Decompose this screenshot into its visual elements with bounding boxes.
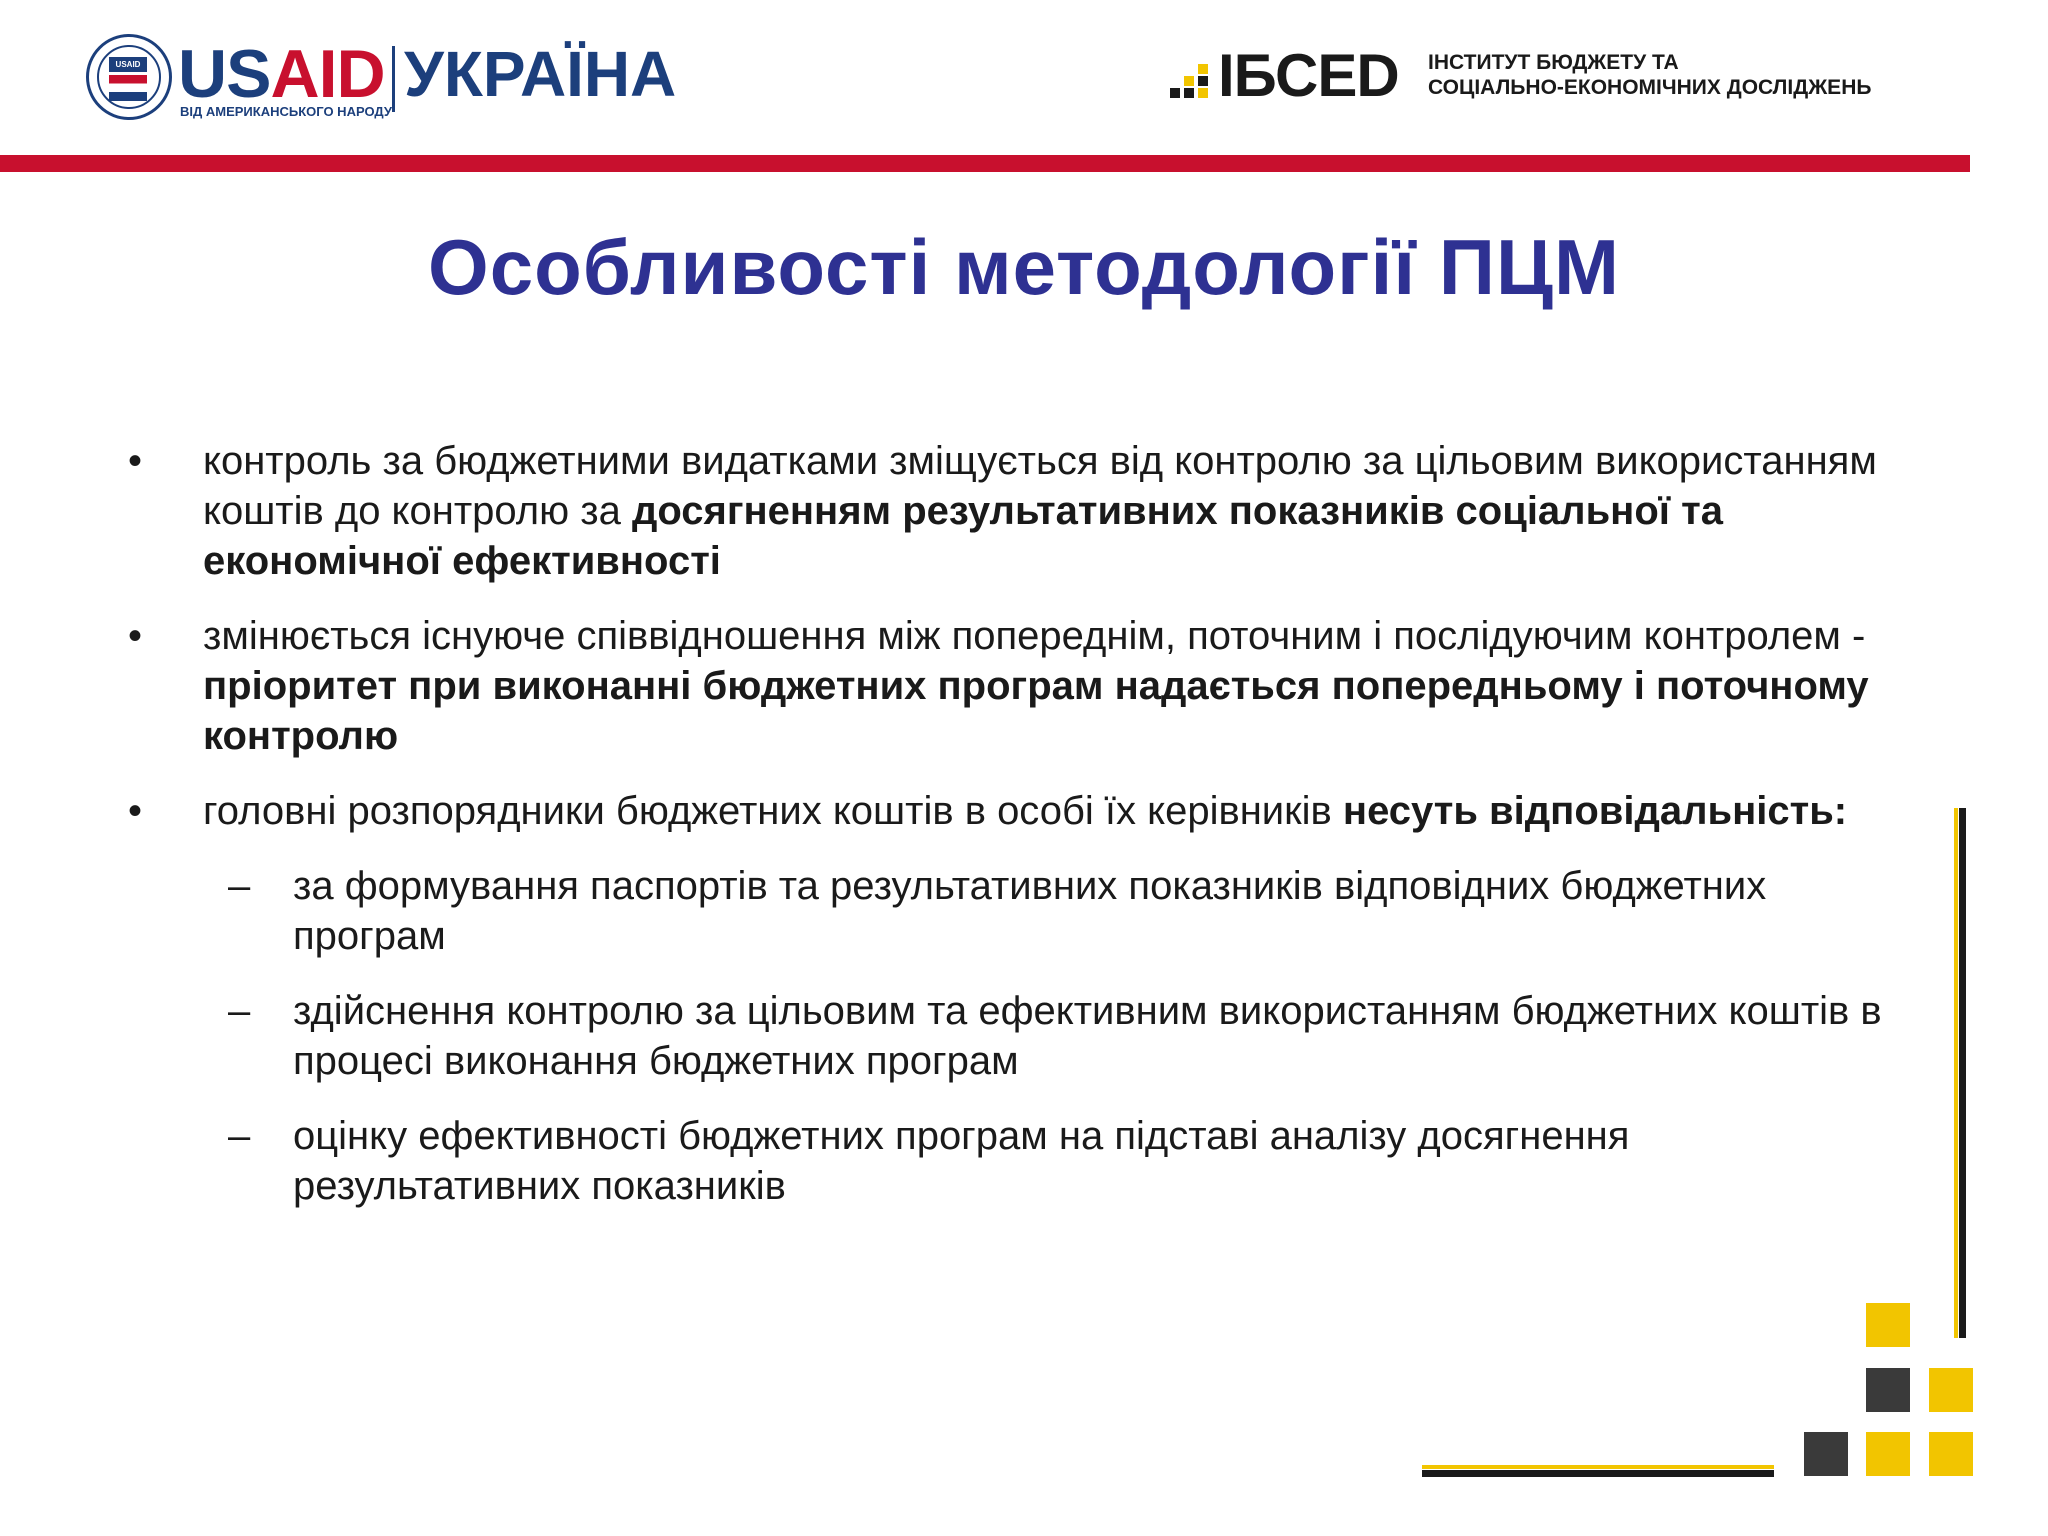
- decor-square: [1866, 1432, 1910, 1476]
- sub-item: – здійснення контролю за цільовим та ефективним використанням бюджетних коштів в процесі виконання бюджетних програм: [120, 986, 1920, 1086]
- decor-square: [1866, 1303, 1910, 1347]
- slide-title: Особливості методології ПЦМ: [428, 223, 1620, 311]
- ibsed-institute-name: ІНСТИТУТ БЮДЖЕТУ ТА СОЦІАЛЬНО-ЕКОНОМІЧНИХ ДОСЛІДЖЕНЬ: [1428, 51, 1872, 99]
- usaid-tagline: ВІД АМЕРИКАНСЬКОГО НАРОДУ: [180, 104, 392, 119]
- ibsed-wordmark: ІБСЕD: [1218, 42, 1399, 109]
- bullet-item: • головні розпорядники бюджетних коштів в особі їх керівників несуть відповідальність:: [120, 786, 1920, 836]
- bullet-marker: •: [128, 789, 143, 833]
- ukraine-wordmark: УКРАЇНА: [404, 38, 677, 110]
- sub-item: – за формування паспортів та результативних показників відповідних бюджетних програм: [120, 861, 1920, 961]
- bullet-marker: •: [128, 614, 143, 658]
- sub-item: – оцінку ефективності бюджетних програм на підставі аналізу досягнення результативних показників: [120, 1111, 1920, 1211]
- decor-square: [1804, 1432, 1848, 1476]
- dash-marker: –: [228, 1114, 251, 1158]
- decor-horizontal-accent: [1422, 1465, 1774, 1469]
- bullet-item: • контроль за бюджетними видатками зміщується від контролю за цільовим використанням коштів до контролю за досягненням результативних показників соціальної та економічної ефективності: [120, 436, 1920, 586]
- ibsed-dots-icon: [1170, 54, 1214, 100]
- dash-marker: –: [228, 864, 251, 908]
- slide-body: [120, 436, 1920, 1236]
- bullet-marker: •: [128, 439, 143, 483]
- decor-horizontal-line: [1422, 1470, 1774, 1477]
- decor-vertical-line: [1959, 808, 1966, 1338]
- usaid-wordmark: USAID: [178, 36, 385, 112]
- logo-divider: [392, 46, 395, 112]
- decor-vertical-accent: [1954, 808, 1958, 1338]
- decor-square: [1929, 1432, 1973, 1476]
- decor-square: [1866, 1368, 1910, 1412]
- usaid-seal-label: USAID: [109, 57, 147, 72]
- decor-square: [1929, 1368, 1973, 1412]
- bullet-item: • змінюється існуюче співвідношення між попереднім, поточним і послідуючим контролем - пріоритет при виконанні бюджетних програм надається попередньому і поточному контролю: [120, 611, 1920, 761]
- header-rule: [0, 155, 1970, 172]
- dash-marker: –: [228, 989, 251, 1033]
- usaid-seal-icon: [86, 34, 172, 120]
